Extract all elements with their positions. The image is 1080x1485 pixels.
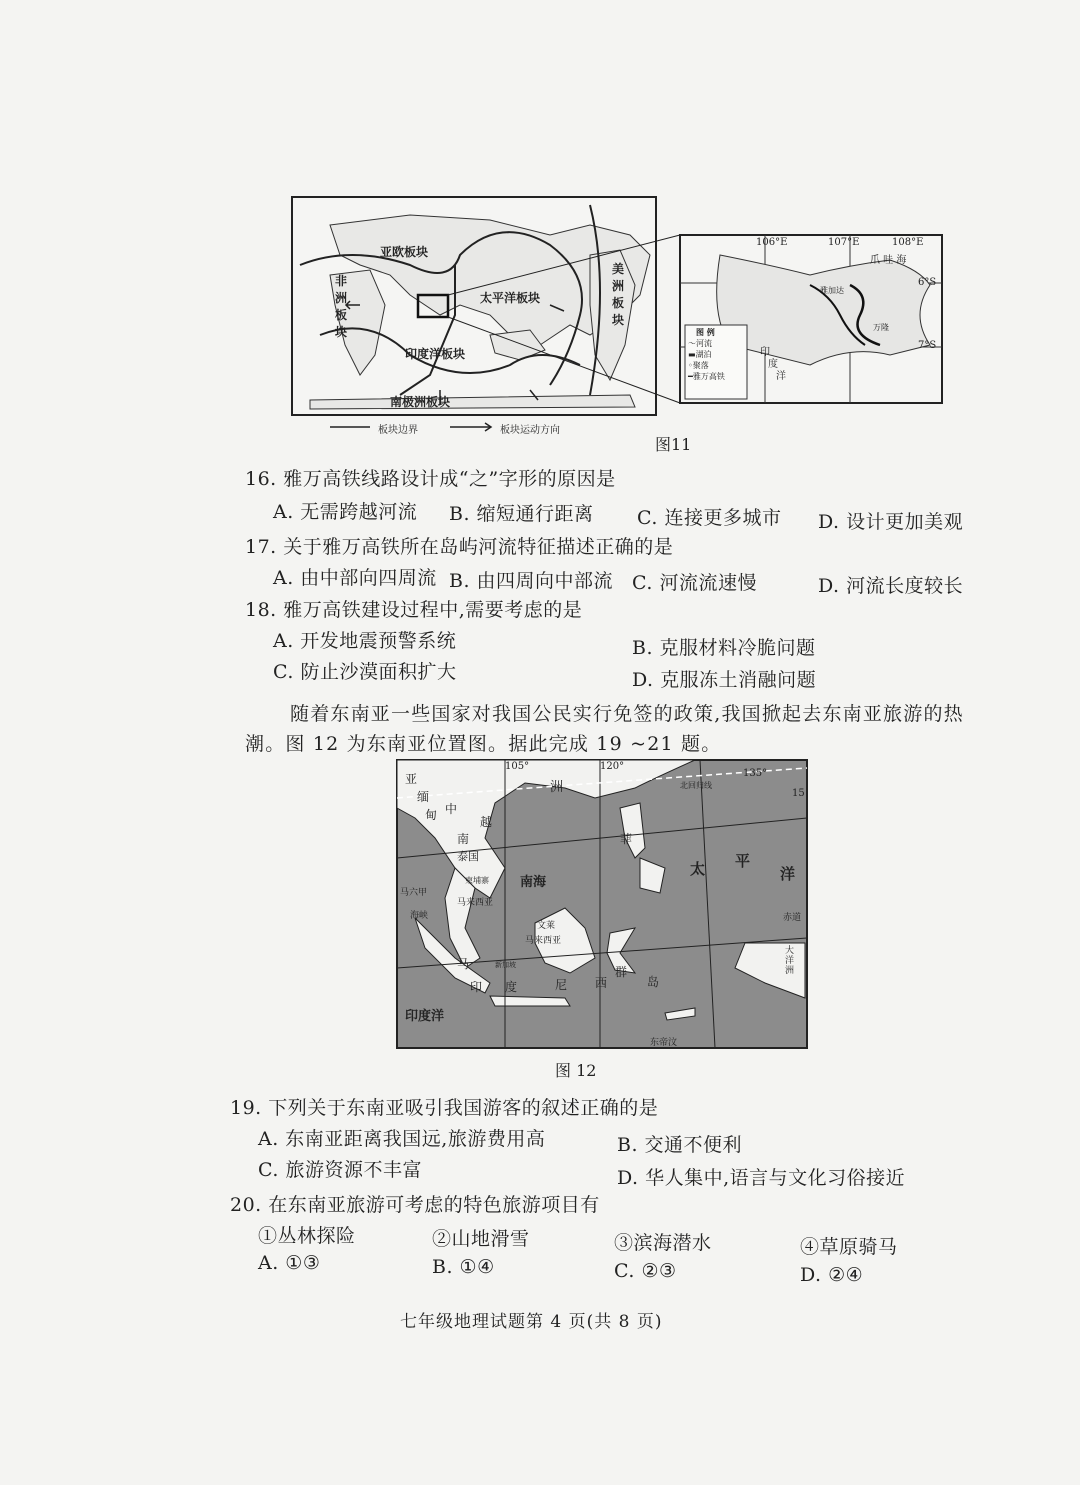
passage-line-1: 随着东南亚一些国家对我国公民实行免签的政策,我国掀起去东南亚旅游的热 <box>290 703 964 725</box>
plate-label-eurasia: 亚欧板块 <box>380 245 429 259</box>
fig12-asia-label: 洲 <box>550 780 564 795</box>
figure-12 <box>395 758 811 1053</box>
q20-option-d: D. ②④ <box>800 1264 864 1286</box>
q19-option-d: D. 华人集中,语言与文化习俗接近 <box>617 1167 906 1189</box>
plate-label-america-1: 美 <box>612 262 625 276</box>
fig12-lon-105: 105° <box>505 761 530 772</box>
fig12-vietnam: 越 <box>480 815 493 829</box>
inset-sea-label: 爪 哇 海 <box>870 255 907 266</box>
fig12-indonesia-2: 度 <box>505 980 518 994</box>
plate-label-africa-4: 块 <box>335 325 348 339</box>
q18-option-b: B. 克服材料冷脆问题 <box>632 637 816 659</box>
fig12-timor: 东帝汶 <box>650 1038 678 1048</box>
inset-city-jakarta: 雅加达 <box>820 286 844 295</box>
q20-item-3: ③滨海潜水 <box>614 1232 712 1254</box>
plate-label-america <box>612 261 624 329</box>
fig12-tropic-label: 北回归线 <box>680 781 712 790</box>
page-footer: 七年级地理试题第 4 页(共 8 页) <box>400 1312 663 1332</box>
q20-option-a: A. ①③ <box>258 1252 321 1274</box>
legend-boundary-label: 板块边界 <box>378 425 418 436</box>
fig12-malaysia-1: 马来西亚 <box>457 898 494 908</box>
inset-lat-7: 7°S <box>918 340 937 351</box>
q18-option-a: A. 开发地震预警系统 <box>273 630 457 652</box>
inset-city-bandung: 万隆 <box>873 323 889 332</box>
inset-legend-settlement: ◦聚落 <box>688 361 709 370</box>
q20-stem: 20. 在东南亚旅游可考虑的特色旅游项目有 <box>230 1194 600 1216</box>
inset-ocean-1: 印 <box>760 347 770 358</box>
q16-stem: 16. 雅万高铁线路设计成“之”字形的原因是 <box>245 468 616 490</box>
q20-option-c: C. ②③ <box>614 1260 677 1282</box>
fig12-oceania-1: 大 <box>785 946 795 956</box>
figure-11-caption: 图11 <box>655 435 692 454</box>
inset-lon-107: 107°E <box>828 237 860 248</box>
plate-label-africa-1: 非 <box>335 274 348 288</box>
legend-motion-label: 板块运动方向 <box>500 425 560 436</box>
fig12-singapore: 新加坡 <box>495 961 516 969</box>
q17-stem: 17. 关于雅万高铁所在岛屿河流特征描述正确的是 <box>245 536 674 558</box>
fig12-myanmar-b: 甸 <box>425 808 438 822</box>
q19-option-b: B. 交通不便利 <box>617 1134 743 1156</box>
fig12-oceania-2: 洋 <box>785 956 795 966</box>
fig12-oceania-3: 洲 <box>785 966 795 976</box>
q20-item-1: ①丛林探险 <box>258 1225 356 1247</box>
figure-12-caption: 图 12 <box>555 1061 597 1080</box>
fig12-lon-135: 135° <box>743 768 768 779</box>
plate-label-america-4: 块 <box>612 313 625 327</box>
fig12-dao: 岛 <box>647 975 660 989</box>
inset-lat-6: 6°S <box>918 277 937 288</box>
q16-option-a: A. 无需跨越河流 <box>273 501 418 523</box>
plate-label-africa-2: 洲 <box>335 291 348 305</box>
fig12-qun: 群 <box>615 965 628 979</box>
inset-ocean-label <box>760 347 786 383</box>
fig12-strait: 海峡 <box>410 911 429 921</box>
railway-symbol-icon: ━ <box>688 372 693 381</box>
inset-ocean-3: 洋 <box>776 371 786 382</box>
q19-option-a: A. 东南亚距离我国远,旅游费用高 <box>258 1128 546 1150</box>
fig12-oceania <box>785 946 794 976</box>
plate-label-africa-3: 板 <box>335 308 348 322</box>
q16-option-c: C. 连接更多城市 <box>637 507 782 529</box>
inset-legend <box>688 327 725 382</box>
plate-label-america-3: 板 <box>612 296 625 310</box>
figure-11 <box>290 195 945 445</box>
q20-option-b: B. ①④ <box>432 1256 495 1278</box>
fig12-malacca: 马六甲 <box>400 888 428 898</box>
q16-option-b: B. 缩短通行距离 <box>449 503 594 525</box>
inset-legend-lake: ▬湖泊 <box>688 350 712 359</box>
plate-label-america-2: 洲 <box>612 279 625 293</box>
inset-ocean-2: 度 <box>768 359 778 370</box>
fig12-luzon: 菲 <box>620 832 633 846</box>
fig12-malaysia-2: 马来西亚 <box>525 936 562 946</box>
inset-legend-railway: ━雅万高铁 <box>688 372 725 381</box>
fig12-pacific-1: 太 <box>690 860 706 878</box>
q18-option-d: D. 克服冻土消融问题 <box>632 669 817 691</box>
fig12-asia-a: 亚 <box>405 772 418 786</box>
q18-stem: 18. 雅万高铁建设过程中,需要考虑的是 <box>245 599 583 621</box>
fig12-brunei: 文莱 <box>537 921 556 931</box>
plate-label-pacific: 太平洋板块 <box>480 291 541 305</box>
fig12-indian-ocean: 印度洋 <box>405 1009 445 1024</box>
q17-option-b: B. 由四周向中部流 <box>449 570 614 592</box>
plate-label-antarctic: 南极洲板块 <box>390 395 451 409</box>
inset-lon-106: 106°E <box>756 237 788 248</box>
q18-option-c: C. 防止沙漠面积扩大 <box>273 661 457 683</box>
q17-option-a: A. 由中部向四周流 <box>273 567 437 589</box>
fig12-thailand: 泰国 <box>457 850 479 863</box>
fig12-china: 中 <box>445 802 458 816</box>
fig12-cambodia: 柬埔寨 <box>465 876 489 885</box>
q20-item-2: ②山地滑雪 <box>432 1228 530 1250</box>
settlement-symbol-icon: ◦ <box>688 361 693 370</box>
fig12-myanmar-a: 缅 <box>417 790 430 804</box>
fig12-pacific-2: 平 <box>735 852 751 870</box>
fig12-laos: 南 <box>457 832 470 846</box>
q20-item-4: ④草原骑马 <box>800 1236 898 1258</box>
fig12-lat-15: 15 <box>792 788 805 799</box>
fig12-south-sea: 南海 <box>520 875 547 890</box>
q16-option-d: D. 设计更加美观 <box>818 511 964 533</box>
inset-legend-river: ～河流 <box>688 339 712 348</box>
fig12-equator: 赤道 <box>783 913 802 923</box>
fig12-indonesia-4: 西 <box>595 976 608 990</box>
q19-stem: 19. 下列关于东南亚吸引我国游客的叙述正确的是 <box>230 1097 659 1119</box>
q17-option-d: D. 河流长度较长 <box>818 575 964 597</box>
plate-label-africa <box>335 273 347 341</box>
fig12-lon-120: 120° <box>600 761 625 772</box>
q17-option-c: C. 河流流速慢 <box>632 572 757 594</box>
river-symbol-icon: ～ <box>688 339 696 348</box>
fig12-indonesia-1: 印 <box>470 980 483 994</box>
plate-label-indian: 印度洋板块 <box>405 347 466 361</box>
inset-lon-108: 108°E <box>892 237 924 248</box>
lake-symbol-icon: ▬ <box>688 350 696 359</box>
q19-option-c: C. 旅游资源不丰富 <box>258 1159 422 1181</box>
passage-line-2: 潮。图 12 为东南亚位置图。据此完成 19 ~21 题。 <box>245 733 722 755</box>
fig12-indonesia-3: 尼 <box>555 978 568 992</box>
fig12-pacific-3: 洋 <box>780 865 796 883</box>
inset-legend-title: 图 例 <box>696 327 715 337</box>
fig12-ma: 马 <box>457 957 470 971</box>
